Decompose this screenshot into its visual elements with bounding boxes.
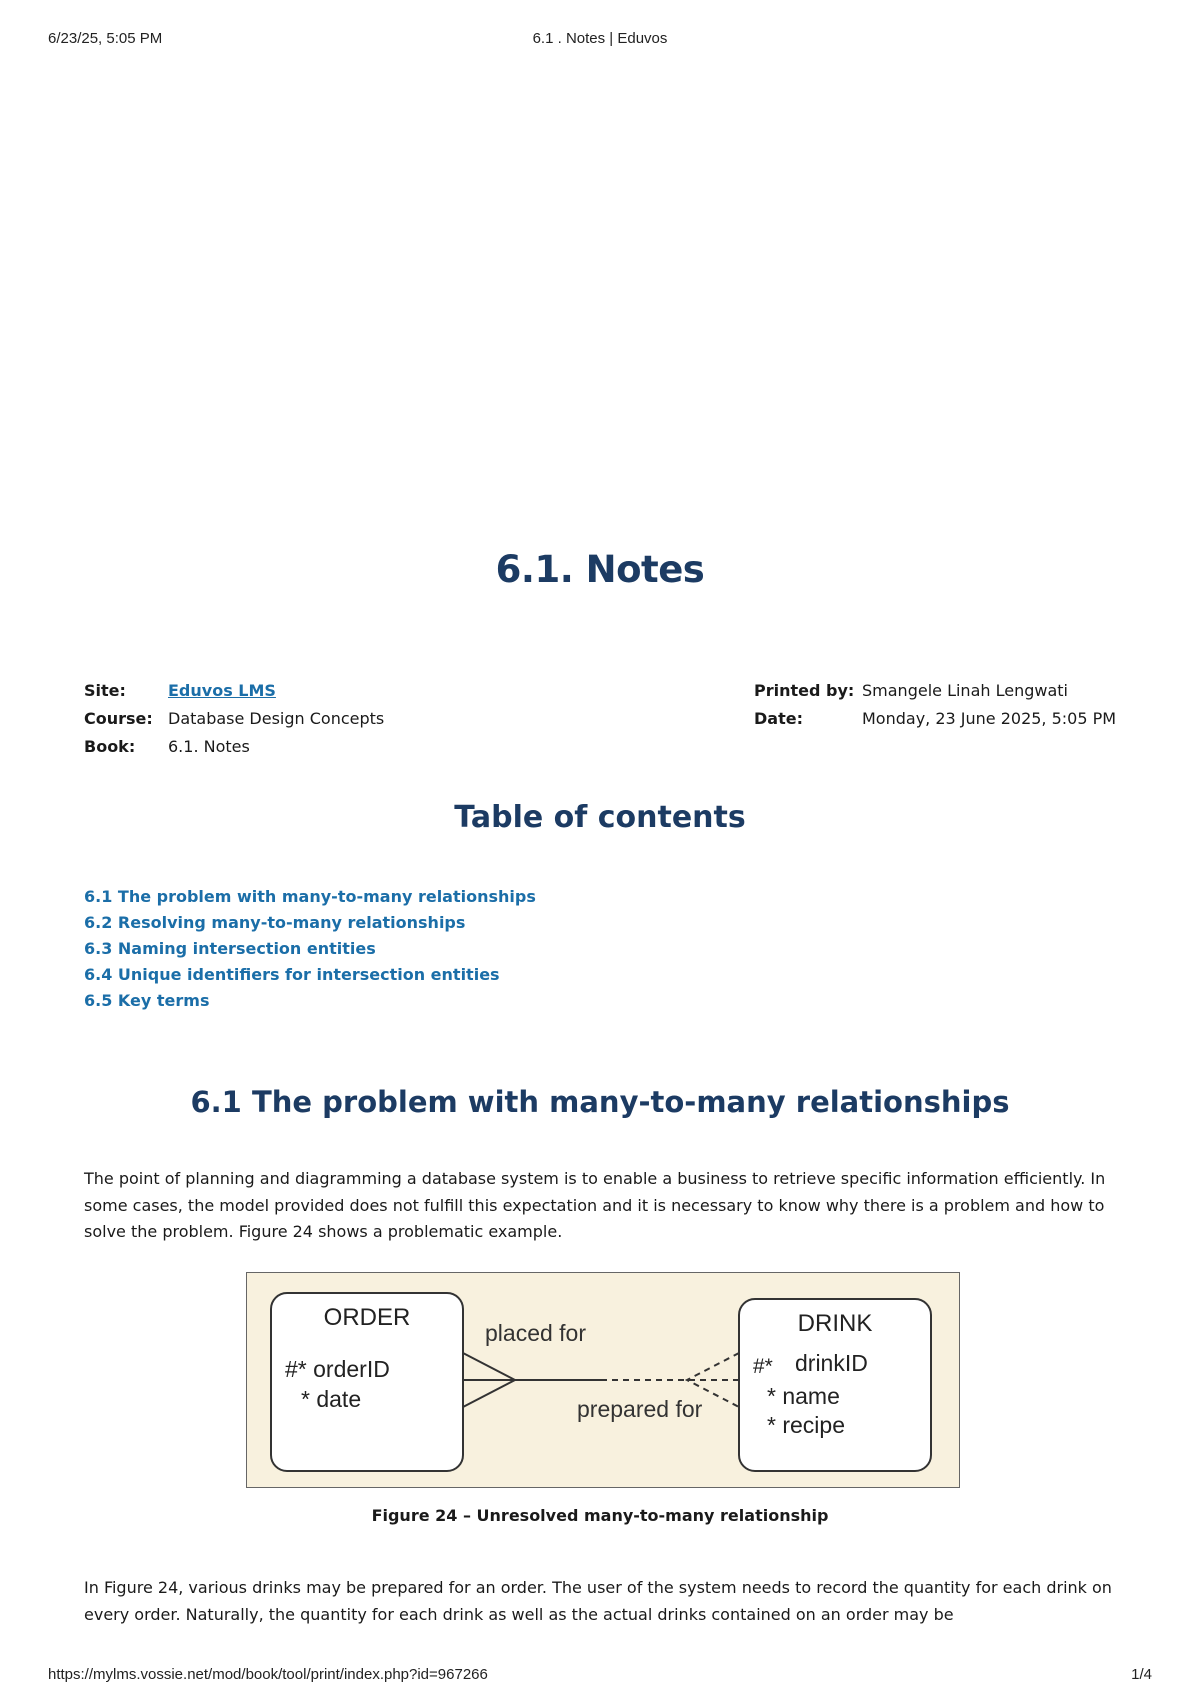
meta-printed-by-row <box>754 677 1116 705</box>
site-link[interactable]: Eduvos LMS <box>168 681 276 700</box>
print-datetime: 6/23/25, 5:05 PM <box>48 30 163 47</box>
meta-course-value: Database Design Concepts <box>168 709 385 728</box>
meta-site-row <box>84 677 384 705</box>
order-attr-orderid: #* orderID <box>285 1356 390 1382</box>
toc-link-6-4[interactable]: 6.4 Unique identifiers for intersection entities <box>84 965 500 984</box>
meta-date-label: Date: <box>754 709 803 728</box>
relationship-label-prepared-for: prepared for <box>577 1396 703 1422</box>
er-diagram-figure <box>246 1272 960 1488</box>
relationship-label-placed-for: placed for <box>485 1320 587 1346</box>
meta-printed-by-value: Smangele Linah Lengwati <box>862 681 1068 700</box>
toc-item <box>84 962 536 988</box>
meta-book-row <box>84 733 384 761</box>
section-paragraph-2: In Figure 24, various drinks may be prepared for an order. The user of the system needs to record the quantity for each drink on every order. Naturally, the quantity for each drink as well as the actual drinks contained on an order may be <box>84 1578 1112 1624</box>
meta-date-row <box>754 705 1116 733</box>
drink-attr-drinkid: drinkID <box>795 1350 868 1376</box>
meta-book-value: 6.1. Notes <box>168 737 250 756</box>
section-paragraph-1: The point of planning and diagramming a database system is to enable a business to retrieve specific information efficiently. In some cases, the model provided does not fulfill this expectation and it is necessary to know why there is a problem and how to solve the problem. Figure 24 shows a problematic example. <box>84 1169 1106 1241</box>
toc-link-6-1[interactable]: 6.1 The problem with many-to-many relationships <box>84 887 536 906</box>
book-meta-right <box>754 677 1116 733</box>
toc-item <box>84 884 536 910</box>
drink-attr-recipe: * recipe <box>767 1412 845 1438</box>
toc-link-6-5[interactable]: 6.5 Key terms <box>84 991 210 1010</box>
drink-entity-name: DRINK <box>797 1310 873 1337</box>
toc-item <box>84 936 536 962</box>
print-page-number: 1/4 <box>1131 1666 1152 1683</box>
table-of-contents <box>84 884 536 1014</box>
order-entity-name: ORDER <box>323 1304 411 1331</box>
order-attr-date: * date <box>301 1386 362 1412</box>
meta-book-label: Book: <box>84 737 136 756</box>
meta-date-value: Monday, 23 June 2025, 5:05 PM <box>862 709 1117 728</box>
meta-site-label: Site: <box>84 681 126 700</box>
toc-link-6-2[interactable]: 6.2 Resolving many-to-many relationships <box>84 913 466 932</box>
meta-printed-by-label: Printed by: <box>754 681 855 700</box>
er-diagram <box>247 1273 959 1487</box>
book-meta-left <box>84 677 384 761</box>
meta-course-label: Course: <box>84 709 153 728</box>
print-url: https://mylms.vossie.net/mod/book/tool/print/index.php?id=967266 <box>48 1666 488 1683</box>
toc-item <box>84 910 536 936</box>
drink-attr-name: * name <box>767 1383 840 1409</box>
drink-attr-pk-marker: #* <box>753 1355 773 1378</box>
toc-item <box>84 988 536 1014</box>
section-title: 6.1 The problem with many-to-many relationships <box>190 1085 1010 1119</box>
toc-title: Table of contents <box>454 800 746 835</box>
meta-course-row <box>84 705 384 733</box>
toc-link-6-3[interactable]: 6.3 Naming intersection entities <box>84 939 376 958</box>
page-title: 6.1. Notes <box>495 548 705 591</box>
print-title: 6.1 . Notes | Eduvos <box>532 30 668 47</box>
figure-caption: Figure 24 – Unresolved many-to-many relationship <box>371 1506 829 1525</box>
